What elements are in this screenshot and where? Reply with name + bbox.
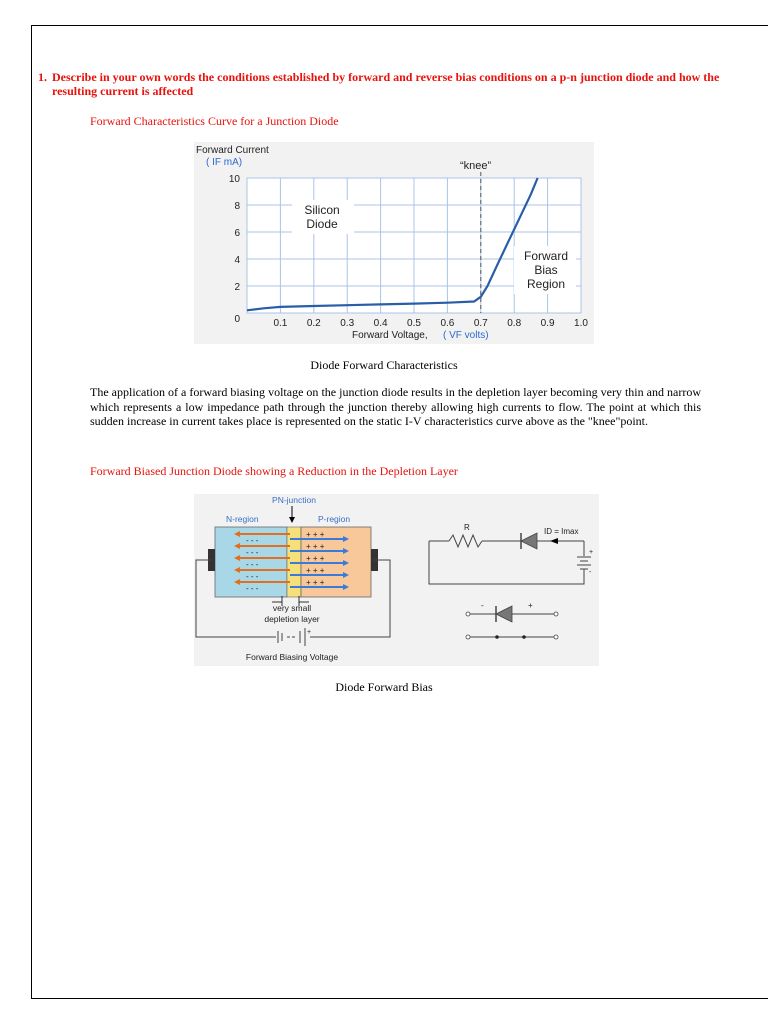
x-tick-label: 0.7 [473, 318, 488, 329]
region-forward-line3: Region [526, 277, 566, 291]
voltage-label: Forward Biasing Voltage [245, 652, 339, 662]
x-tick-label: 0.6 [440, 318, 455, 329]
y-tick-label: 4 [234, 255, 240, 266]
question [38, 70, 738, 98]
caption-forward-bias: Diode Forward Bias [335, 680, 433, 694]
p-charge-signs: + + + [306, 566, 325, 575]
chart-ylabel: Forward Current [196, 145, 269, 156]
x-tick-label: 0.8 [507, 318, 522, 329]
n-region-label: N-region [226, 514, 259, 524]
y-tick-label: 6 [234, 228, 240, 239]
y-tick-label: 10 [228, 174, 240, 185]
n-charge-signs: - - - [246, 548, 259, 557]
forward-bias-diagram [194, 494, 599, 666]
knee-label: “knee” [460, 160, 492, 172]
diode-minus-label: - [481, 601, 484, 610]
diode-plus-label: + [528, 601, 533, 610]
chart-xlabel: Forward Voltage, [352, 330, 428, 341]
x-tick-label: 1.0 [574, 318, 588, 329]
x-tick-label: 0.3 [340, 318, 355, 329]
depletion-label-line2: depletion layer [264, 614, 320, 624]
y-tick-label: 2 [234, 282, 240, 293]
forward-characteristics-chart [194, 142, 594, 344]
y-tick-label: 0 [234, 314, 240, 325]
region-silicon-line1: Silicon [304, 203, 340, 217]
p-charge-signs: + + + [306, 530, 325, 539]
n-charge-signs: - - - [246, 560, 259, 569]
p-charge-signs: + + + [306, 542, 325, 551]
body-paragraph: The application of a forward biasing voltage on the junction diode results in the depletion layer becoming very thin and narrow which represents a low impedance path through the junction thereby allowing high currents to flow. The point at which this sudden increase in current takes place is represented on the static I-V characteristics curve above as the "knee"point. [90, 385, 701, 428]
cell-plus: + [589, 549, 594, 556]
resistor-label: R [464, 523, 470, 532]
region-forward-line1: Forward [523, 249, 569, 263]
x-tick-label: 0.2 [306, 318, 321, 329]
depletion-label-line1: very small [272, 603, 312, 613]
n-charge-signs: - - - [246, 536, 259, 545]
pn-junction-label: PN-junction [272, 495, 316, 505]
region-forward-line2: Bias [534, 263, 558, 277]
n-charge-signs: - - - [246, 572, 259, 581]
section-heading-depletion: Forward Biased Junction Diode showing a Reduction in the Depletion Layer [90, 464, 458, 478]
x-tick-label: 0.9 [540, 318, 555, 329]
chart-xlabel-unit: ( VF volts) [443, 330, 489, 341]
battery-plus: + [307, 629, 312, 636]
question-number: 1. [38, 70, 47, 84]
chart-ylabel-unit: ( IF mA) [206, 157, 243, 168]
x-tick-label: 0.1 [273, 318, 288, 329]
region-silicon-line2: Diode [306, 217, 338, 231]
x-tick-label: 0.5 [407, 318, 421, 329]
y-tick-label: 8 [234, 201, 240, 212]
current-label: ID = Imax [544, 527, 579, 536]
p-region-label: P-region [318, 514, 351, 524]
p-charge-signs: + + + [306, 554, 325, 563]
x-tick-label: 0.4 [373, 318, 388, 329]
question-text: Describe in your own words the conditions established by forward and reverse bias conditions on a p-n junction diode and how the resulting current is affected [52, 70, 720, 98]
p-charge-signs: + + + [306, 578, 325, 587]
caption-forward-characteristics: Diode Forward Characteristics [310, 358, 458, 372]
section-heading-forward-curve: Forward Characteristics Curve for a Junction Diode [90, 114, 339, 128]
cell-minus: - [589, 569, 592, 576]
n-charge-signs: - - - [246, 584, 259, 593]
